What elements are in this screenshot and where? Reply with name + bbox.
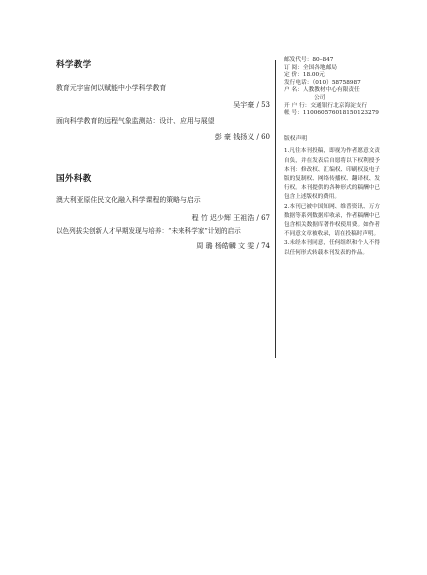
- account-no-label: 帐 号：: [284, 110, 303, 117]
- article-author: 彭 豪 钱扬义 / 60: [214, 133, 270, 141]
- account-no-row: [284, 110, 380, 118]
- price-value: 18.00元: [302, 72, 325, 79]
- copyright-clause: 1.凡往本刊投稿，即视为作者愿意文责自负，并在发表后自愿将以下权利授予本刊：修改权、汇编权、印刷权及电子版的复制权、网络传播权、翻译权、发行权。本刊提供的各种形式的稿酬中已包含上述版权的费用。: [284, 148, 380, 201]
- bank-value: 交通银行北京海淀支行: [310, 102, 368, 109]
- account-name-label: 户 名：: [284, 87, 303, 94]
- article-author: 周 璐 杨皓麟 文 雯 / 74: [196, 242, 270, 250]
- article-title[interactable]: 以色列拔尖创新人才早期发现与培养：“未来科学家”计划的启示: [56, 227, 241, 235]
- column-divider: [275, 60, 276, 358]
- article[interactable]: [56, 196, 270, 223]
- copyright-title: 版权声明: [284, 135, 308, 142]
- article[interactable]: [56, 227, 270, 251]
- article-title[interactable]: 教育元宇宙何以赋能中小学科学教育: [56, 84, 167, 92]
- subscribe-label: 订 阅：: [284, 64, 303, 71]
- table-of-contents: [56, 58, 270, 251]
- account-name-value: 人教教材中心有限责任: [302, 87, 360, 94]
- section-title: 科学教学: [56, 60, 92, 70]
- article-title[interactable]: 澳大利亚原住民文化融入科学课程的策略与启示: [56, 196, 201, 204]
- section-title: 国外科教: [56, 174, 92, 184]
- article[interactable]: [56, 84, 270, 110]
- price-row: [284, 72, 380, 80]
- article-author: 程 竹 迟少辉 王祖浩 / 67: [191, 214, 270, 222]
- copyright-clause: 2.本刊已被中国知网、维普资讯、万方数据等系列数据库收录，作者稿酬中已包含相关数据库著作权使用费。如作者不同意文章被收录，请在投稿时声明。: [284, 203, 380, 238]
- bank-label: 开 户 行：: [284, 102, 311, 109]
- postal-code: 邮发代号：80–847: [284, 57, 334, 63]
- article-author: 吴宇豪 / 53: [233, 101, 270, 109]
- account-no-value: 110060576018150123279: [302, 110, 379, 117]
- publication-info: [284, 57, 380, 258]
- account-name-row: [284, 87, 380, 95]
- copyright-clause: 3.未经本刊同意，任何组织和个人不得以任何形式转载本刊发表的作品。: [284, 240, 380, 256]
- price-label: 定 价：: [284, 72, 303, 79]
- article[interactable]: [56, 117, 270, 142]
- phone: 发行电话：（010）58758987: [284, 79, 361, 86]
- account-name-value-cont: 公司: [314, 94, 326, 101]
- article-title[interactable]: 面向科学教育的远程气象监测站：设计、应用与展望: [56, 117, 215, 125]
- subscribe-value: 全国各地邮局: [302, 64, 337, 71]
